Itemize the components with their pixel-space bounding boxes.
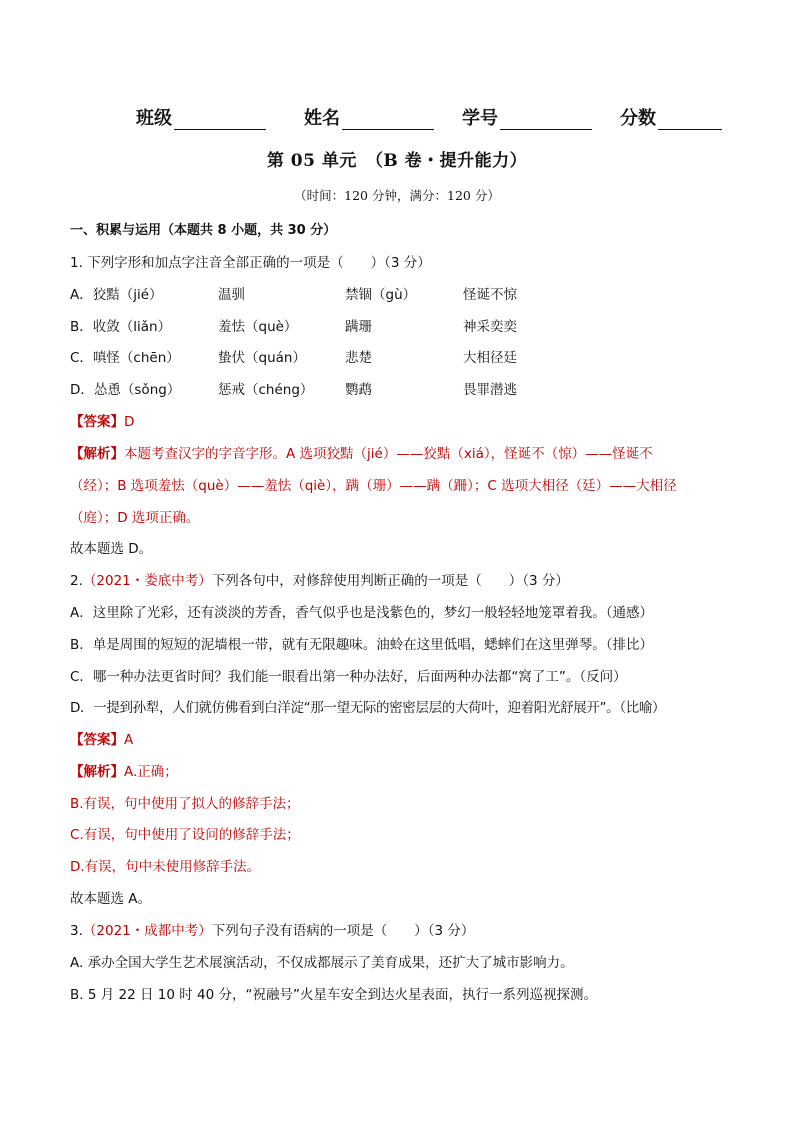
q1-c-word-2: 蛰伏（quán） <box>218 350 306 366</box>
q2-source: （2021・娄底中考） <box>82 573 212 589</box>
class-blank <box>174 109 266 130</box>
q2-stem <box>70 569 569 589</box>
class-label: 班级 <box>136 108 172 129</box>
q2-option-c: C．哪一种办法更省时间？我们能一眼看出第一种办法好，后面两种办法都“窝了工”。（反问） <box>70 669 627 685</box>
q1-a-word-2: 温驯 <box>218 287 245 303</box>
q1-analysis-label: 【解析】 <box>70 446 124 462</box>
q2-analysis-line-a <box>70 760 178 780</box>
q2-option-b: B．单是周围的短短的泥墙根一带，就有无限趣味。油蛉在这里低唱，蟋蟀们在这里弹琴。（排比） <box>70 637 654 653</box>
q2-number: 2. <box>70 573 83 589</box>
q1-d-word-2: 惩戒（chéng） <box>218 382 314 398</box>
q1-answer-value: D <box>124 414 135 430</box>
q3-number: 3. <box>70 923 83 939</box>
q1-answer <box>70 410 134 430</box>
q1-analysis-text-1: 本题考查汉字的字音字形。A 选项狡黠（jié）——狡黠（xiá），怪诞不（惊）——怪诞不 <box>124 446 653 462</box>
q2-analysis-b: B.有误，句中使用了拟人的修辞手法； <box>70 796 300 812</box>
q1-b-word-4: 神采奕奕 <box>463 319 517 335</box>
id-label: 学号 <box>462 108 498 129</box>
q2-analysis-c: C.有误，句中使用了设问的修辞手法； <box>70 827 300 843</box>
q1-option-row-a <box>0 283 794 303</box>
q3-stem-text: 下列句子没有语病的一项是（ ）（3 分） <box>211 923 475 939</box>
q1-a-word-4: 怪诞不惊 <box>463 287 517 303</box>
q1-option-row-b <box>0 315 794 335</box>
q1-analysis-line-2: （经）；B 选项羞怯（què）——羞怯（qiè），蹒（珊）——蹒（跚）；C 选项大相径（廷）——大相径 <box>70 478 677 494</box>
q3-source: （2021・成都中考） <box>82 923 212 939</box>
q2-analysis-a: A.正确； <box>124 764 178 780</box>
q1-d-word-3: 鹦鹉 <box>345 382 372 398</box>
q1-d-word-4: 畏罪潜逃 <box>463 382 517 398</box>
q1-analysis-line-1 <box>70 442 724 462</box>
q1-b-word-2: 羞怯（què） <box>218 319 298 335</box>
q1-conclusion: 故本题选 D。 <box>70 541 153 557</box>
q2-analysis-d: D.有误，句中未使用修辞手法。 <box>70 859 261 875</box>
class-field <box>136 104 266 130</box>
q1-b-word-3: 蹒珊 <box>345 319 372 335</box>
name-blank <box>342 109 434 130</box>
q1-option-row-c <box>0 346 794 366</box>
q1-stem: 1. 下列字形和加点字注音全部正确的一项是（ ）（3 分） <box>70 255 431 271</box>
q1-answer-label: 【答案】 <box>70 414 124 430</box>
section-title: 一、积累与运用（本题共 8 小题，共 30 分） <box>70 223 337 238</box>
score-field <box>620 104 722 130</box>
page-subtitle: （时间：120 分钟，满分：120 分） <box>294 188 500 203</box>
q1-a-word-3: 禁锢（gù） <box>345 287 417 303</box>
q1-c-word-4: 大相径廷 <box>463 350 517 366</box>
q1-option-row-d <box>0 378 794 398</box>
q1-c-word-1: C．嗔怪（chēn） <box>70 350 180 366</box>
q1-d-word-1: D．怂恿（sǒng） <box>70 382 181 398</box>
id-blank <box>500 109 592 130</box>
q1-b-word-1: B．收敛（liǎn） <box>70 319 172 335</box>
q2-answer <box>70 728 133 748</box>
q1-c-word-3: 悲楚 <box>345 350 372 366</box>
q2-analysis-label: 【解析】 <box>70 764 124 780</box>
q2-answer-value: A <box>124 732 134 748</box>
q1-a-word-1: A．狡黠（jié） <box>70 287 163 303</box>
q3-option-a: A. 承办全国大学生艺术展演活动，不仅成都展示了美育成果，还扩大了城市影响力。 <box>70 955 574 971</box>
q2-option-a: A．这里除了光彩，还有淡淡的芳香，香气似乎也是浅紫色的，梦幻一般轻轻地笼罩着我。（通感） <box>70 605 653 621</box>
q2-conclusion: 故本题选 A。 <box>70 891 152 907</box>
id-field <box>462 104 592 130</box>
name-field <box>304 104 434 130</box>
page-title: 第 05 单元 （B 卷・提升能力） <box>266 151 528 171</box>
q2-answer-label: 【答案】 <box>70 732 124 748</box>
score-blank <box>658 109 722 130</box>
q1-analysis-line-3: （庭）；D 选项正确。 <box>70 510 200 526</box>
q2-option-d: D．一提到孙犁，人们就仿佛看到白洋淀“那一望无际的密密层层的大荷叶，迎着阳光舒展开”。（比喻） <box>70 700 666 716</box>
q3-option-b: B. 5 月 22 日 10 时 40 分，“祝融号”火星车安全到达火星表面，执行一系列巡视探测。 <box>70 987 597 1003</box>
q3-stem <box>70 919 474 939</box>
q2-stem-text: 下列各句中，对修辞使用判断正确的一项是（ ）（3 分） <box>211 573 569 589</box>
score-label: 分数 <box>620 108 656 129</box>
name-label: 姓名 <box>304 108 340 129</box>
header-row <box>136 104 726 132</box>
